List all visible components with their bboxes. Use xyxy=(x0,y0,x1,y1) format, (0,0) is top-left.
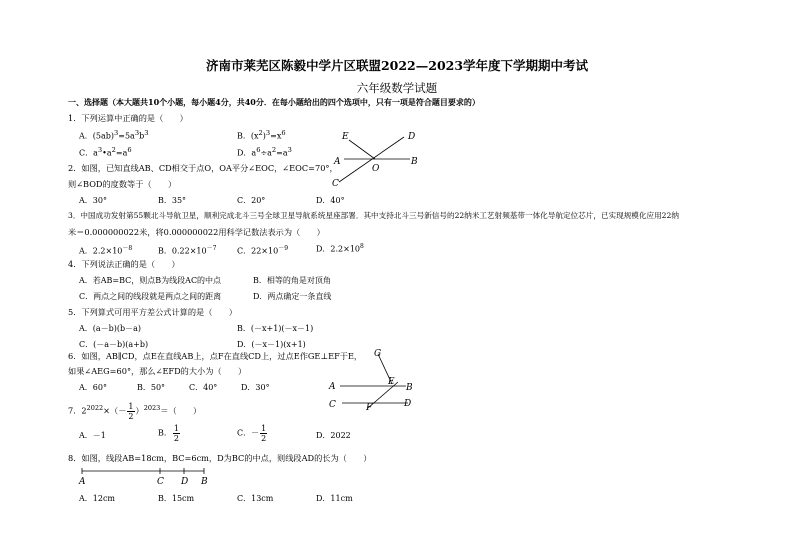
q7-option-c: C．－ $\frac{1}{2}$ xyxy=(237,424,267,443)
q6-label-f: F xyxy=(366,403,373,413)
q7-option-d: D．2022 xyxy=(316,431,351,440)
q1-option-b: B．$(x^2)^3=x^6$ xyxy=(237,129,286,141)
q2-option-c: C．20° xyxy=(237,196,266,205)
exam-subtitle: 六年级数学试题 xyxy=(356,81,438,95)
q4-option-a: A．若AB=BC，则点B为线段AC的中点 xyxy=(79,276,222,285)
q2-figure xyxy=(330,130,420,190)
q4-option-b: B．相等的角是对顶角 xyxy=(253,276,331,285)
q6-label-b: B xyxy=(406,383,413,393)
q4-stem: 4．下列说法正确的是（ ） xyxy=(68,259,180,269)
q6-label-c: C xyxy=(329,400,336,410)
q6-label-e: E xyxy=(388,377,395,387)
q8-label-a: A xyxy=(79,477,86,487)
exam-title: 济南市莱芜区陈毅中学片区联盟2022—2023学年度下学期期中考试 xyxy=(205,58,589,73)
q3-option-d: D．$2.2\times 10^8$ xyxy=(316,243,364,254)
q8-option-d: D．11cm xyxy=(316,494,353,503)
q2-option-d: D．40° xyxy=(316,196,345,205)
q7-option-a: A．－1 xyxy=(79,431,106,440)
q2-label-b: B xyxy=(411,157,418,167)
q5-stem: 5．下列算式可用平方差公式计算的是（ ） xyxy=(68,307,237,317)
q8-stem: 8．如图，线段AB=18cm，BC=6cm，D为BC的中点，则线段AD的长为（ ） xyxy=(68,453,372,463)
q6-figure xyxy=(326,346,416,416)
q6-stem-line1: 6．如图，AB∥CD，点E在直线AB上，点F在直线CD上，过点E作GE⊥EF于E， xyxy=(68,351,363,361)
q6-option-c: C．40° xyxy=(189,383,218,392)
q5-option-b: B．(－x+1)(－x－1) xyxy=(237,324,314,333)
q7-stem: 7．$2^{2022}\times(-$ $\frac{1}{2}$ ）$^{2023}$＝（ ） xyxy=(68,402,202,422)
q4-option-c: C．两点之间的线段就是两点之间的距离 xyxy=(79,292,222,301)
q1-option-c: C．$a^3•a^2=a^6$ xyxy=(79,146,132,158)
q3-option-b: B．$0.22\times 10^{-7}$ xyxy=(158,245,217,256)
q2-label-o: O xyxy=(372,164,380,174)
q5-option-c: C．(－a－b)(a+b) xyxy=(79,340,149,349)
q6-label-g: G xyxy=(374,349,382,359)
q8-label-b: B xyxy=(201,477,208,487)
q4-option-d: D．两点确定一条直线 xyxy=(253,292,332,301)
q3-option-c: C．$22\times 10^{-9}$ xyxy=(237,245,289,256)
q3-option-a: A．$2.2\times 10^{-8}$ xyxy=(79,245,133,256)
q1-stem: 1．下列运算中正确的是（ ） xyxy=(68,113,188,123)
q2-label-c: C xyxy=(332,179,339,189)
q1-option-d: D．$a^6\div a^2=a^3$ xyxy=(237,146,292,158)
q5-option-a: A．(a－b)(b－a) xyxy=(79,324,142,333)
q2-stem-line1: 2．如图，已知直线AB、CD相交于点O，OA平分∠EOC，∠EOC=70°， xyxy=(68,163,338,173)
q7-option-b: B． $\frac{1}{2}$ xyxy=(158,424,179,443)
q6-option-d: D．30° xyxy=(241,383,270,392)
q6-stem-line2: 如果∠AEG=60°，那么∠EFD的大小为（ ） xyxy=(68,366,247,376)
q8-label-d: D xyxy=(181,477,189,487)
q8-label-c: C xyxy=(157,477,164,487)
q2-option-b: B．35° xyxy=(158,196,187,205)
q2-label-e: E xyxy=(342,132,349,142)
q6-option-a: A．60° xyxy=(79,383,107,392)
q1-option-a: A．$(5ab)^3=5a^3b^3$ xyxy=(79,129,149,141)
q2-label-a: A xyxy=(334,157,341,167)
q5-option-d: D．(－x－1)(x+1) xyxy=(237,340,306,349)
q6-label-a: A xyxy=(329,382,336,392)
q8-option-a: A．12cm xyxy=(79,494,116,503)
q8-figure xyxy=(78,465,218,489)
q2-option-a: A．30° xyxy=(79,196,107,205)
q2-stem-line2: 则∠BOD的度数等于（ ） xyxy=(68,179,177,189)
q3-stem-line2: 米＝0.000000022米，将0.000000022用科学记数法表示为（ ） xyxy=(68,227,325,237)
q2-label-d: D xyxy=(408,132,416,142)
section-heading: 一、选择题（本大题共10个小题，每小题4分，共40分．在每小题给出的四个选项中，只有一项是符合题目要求的） xyxy=(68,97,480,107)
q6-label-d: D xyxy=(404,399,412,409)
q7-fraction: $\frac{1}{2}$ xyxy=(128,402,134,422)
q8-option-b: B．15cm xyxy=(158,494,195,503)
q8-option-c: C．13cm xyxy=(237,494,274,503)
q6-option-b: B．50° xyxy=(137,383,166,392)
q3-stem-line1: 3．中国成功发射第55颗北斗导航卫星，顺利完成北斗三号全球卫星导航系统星座部署．其中支持北斗三号新信号的22纳米工艺射频基带一体化导航定位芯片，已实现规模化应用22纳 xyxy=(68,211,679,220)
